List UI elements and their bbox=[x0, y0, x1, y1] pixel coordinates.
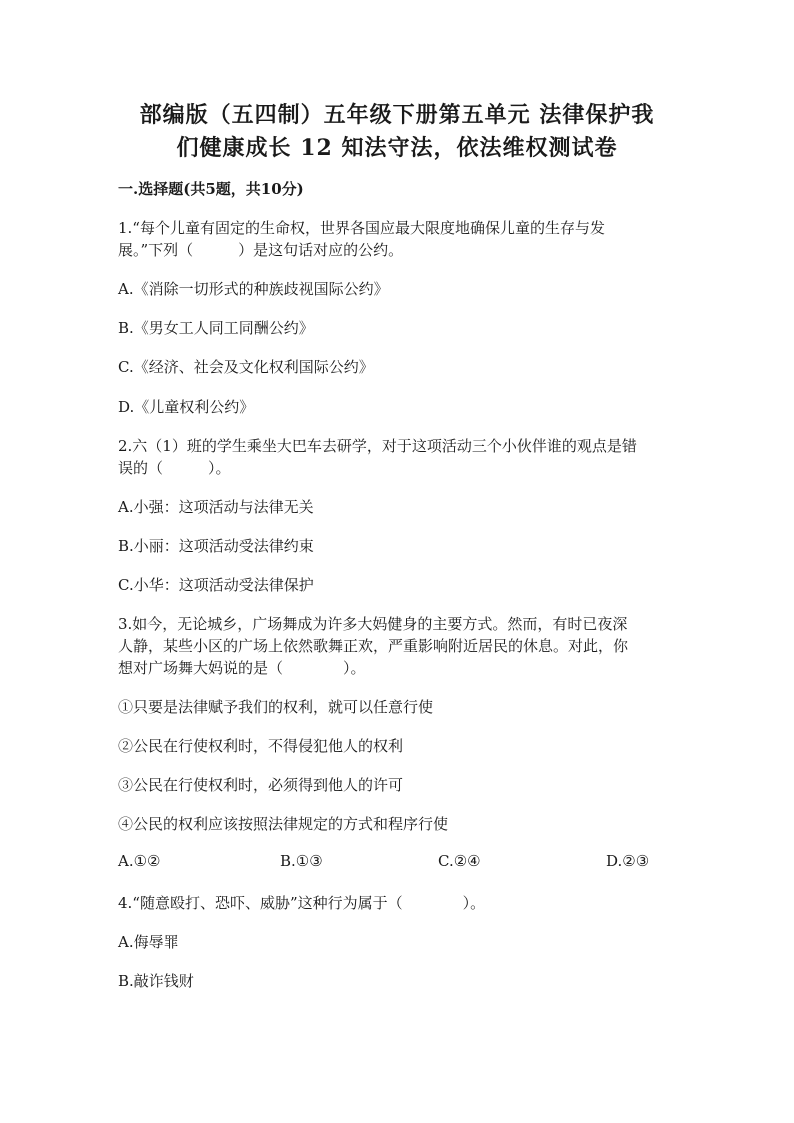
question-2-stem-line-1: 2.六（1）班的学生乘坐大巴车去研学，对于这项活动三个小伙伴谁的观点是错 bbox=[118, 437, 637, 455]
page-title-line-2: 们健康成长 12 知法守法，依法维权测试卷 bbox=[176, 135, 618, 161]
question-3-option-c: C.②④ bbox=[438, 852, 481, 870]
question-3-stem-line-1: 3.如今，无论城乡，广场舞成为许多大妈健身的主要方式。然而，有时已夜深 bbox=[118, 615, 628, 633]
question-3-statement-1: ①只要是法律赋予我们的权利，就可以任意行使 bbox=[118, 698, 434, 716]
question-1-stem-line-2: 展。”下列（ ）是这句话对应的公约。 bbox=[118, 241, 404, 259]
question-4-stem: 4.“随意殴打、恐吓、威胁”这种行为属于（ ）。 bbox=[118, 894, 486, 912]
question-1-option-a: A.《消除一切形式的种族歧视国际公约》 bbox=[118, 280, 389, 298]
page-title-line-1: 部编版（五四制）五年级下册第五单元 法律保护我 bbox=[139, 102, 655, 128]
question-3-option-b: B.①③ bbox=[280, 852, 323, 870]
question-3-stem-line-3: 想对广场舞大妈说的是（ ）。 bbox=[118, 659, 366, 677]
question-1-stem-line-1: 1.“每个儿童有固定的生命权，世界各国应最大限度地确保儿童的生存与发 bbox=[118, 219, 605, 237]
question-4-option-a: A.侮辱罪 bbox=[118, 933, 179, 951]
question-2-option-c: C.小华：这项活动受法律保护 bbox=[118, 576, 314, 594]
question-1-option-c: C.《经济、社会及文化权利国际公约》 bbox=[118, 358, 374, 376]
question-1-option-d: D.《儿童权利公约》 bbox=[118, 398, 255, 416]
question-3-option-d: D.②③ bbox=[606, 852, 650, 870]
question-3-stem-line-2: 人静，某些小区的广场上依然歌舞正欢，严重影响附近居民的休息。对此，你 bbox=[118, 637, 629, 655]
question-3-option-a: A.①② bbox=[118, 852, 161, 870]
question-2-stem-line-2: 误的（ ）。 bbox=[118, 459, 231, 477]
question-3-statement-4: ④公民的权利应该按照法律规定的方式和程序行使 bbox=[118, 815, 449, 833]
question-4-option-b: B.敲诈钱财 bbox=[118, 972, 194, 990]
question-3-statement-3: ③公民在行使权利时，必须得到他人的许可 bbox=[118, 776, 404, 794]
section-heading: 一.选择题(共5题，共10分) bbox=[118, 180, 304, 198]
question-3-statement-2: ②公民在行使权利时，不得侵犯他人的权利 bbox=[118, 737, 404, 755]
question-2-option-b: B.小丽：这项活动受法律约束 bbox=[118, 537, 314, 555]
question-1-option-b: B.《男女工人同工同酬公约》 bbox=[118, 319, 314, 337]
question-2-option-a: A.小强：这项活动与法律无关 bbox=[118, 498, 314, 516]
